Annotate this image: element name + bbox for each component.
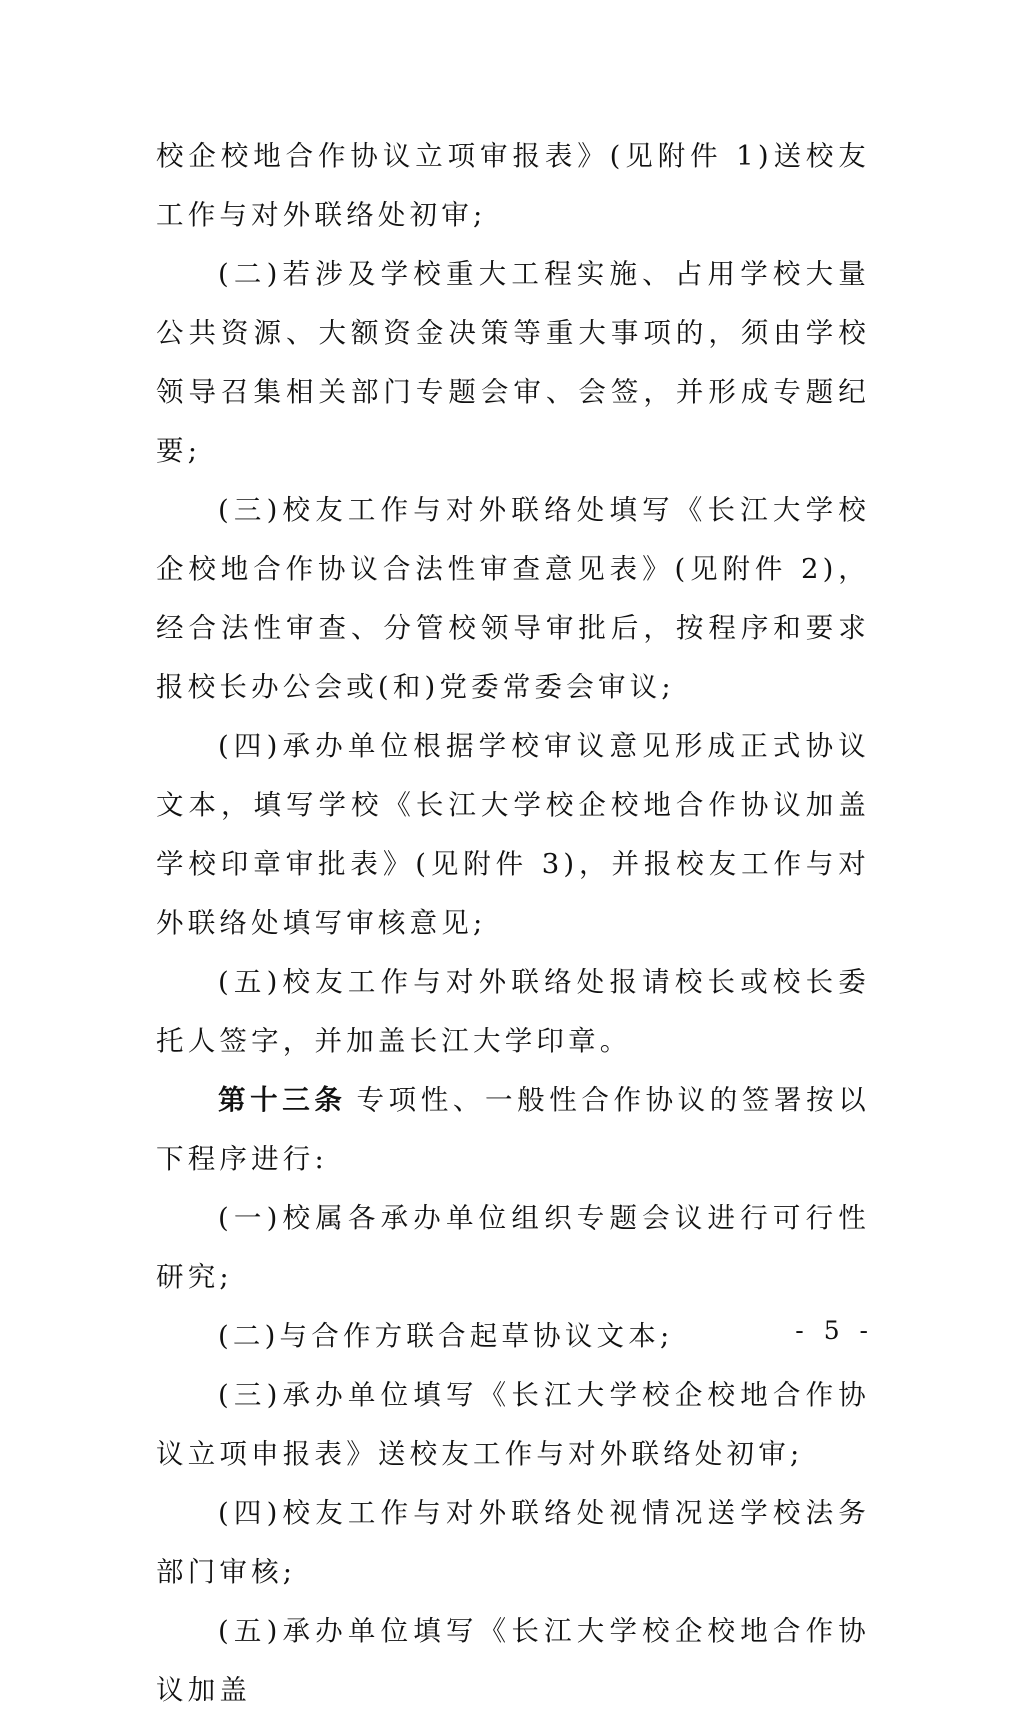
paragraph-text: (二)与合作方联合起草协议文本; <box>218 1320 674 1352</box>
article-13 <box>156 1071 870 1189</box>
paragraph-text: 校企校地合作协议立项审报表》(见附件 1)送校友工作与对外联络处初审; <box>156 140 870 231</box>
paragraph-text: (四)校友工作与对外联络处视情况送学校法务部门审核; <box>156 1497 870 1588</box>
paragraph-text: (一)校属各承办单位组织专题会议进行可行性研究; <box>156 1202 870 1293</box>
paragraph-text: (二)若涉及学校重大工程实施、占用学校大量公共资源、大额资金决策等重大事项的，须由学校领导召集相关部门专题会审、会签，并形成专题纪要; <box>156 258 870 467</box>
page-number: - 5 - <box>795 1316 874 1345</box>
article-13-item-1 <box>156 1189 870 1307</box>
paragraph-item-5 <box>156 953 870 1071</box>
paragraph-continuation <box>156 127 870 245</box>
paragraph-text: (四)承办单位根据学校审议意见形成正式协议文本，填写学校《长江大学校企校地合作协议加盖学校印章审批表》(见附件 3)，并报校友工作与对外联络处填写审核意见; <box>156 730 870 939</box>
paragraph-text: (五)校友工作与对外联络处报请校长或校长委托人签字，并加盖长江大学印章。 <box>156 966 870 1057</box>
article-13-item-4 <box>156 1484 870 1602</box>
paragraph-text: 专项性、一般性合作协议的签署按以下程序进行: <box>156 1084 870 1175</box>
paragraph-item-3 <box>156 481 870 717</box>
paragraph-text: (三)承办单位填写《长江大学校企校地合作协议立项申报表》送校友工作与对外联络处初审; <box>156 1379 870 1470</box>
article-heading: 第十三条 <box>218 1084 347 1116</box>
paragraph-text: (五)承办单位填写《长江大学校企校地合作协议加盖 <box>156 1615 870 1706</box>
document-body <box>156 127 870 1720</box>
paragraph-item-2 <box>156 245 870 481</box>
article-13-item-3 <box>156 1366 870 1484</box>
article-13-item-5 <box>156 1602 870 1720</box>
paragraph-text: (三)校友工作与对外联络处填写《长江大学校企校地合作协议合法性审查意见表》(见附件 2)，经合法性审查、分管校领导审批后，按程序和要求报校长办公会或(和)党委常委会审议; <box>156 494 870 703</box>
paragraph-item-4 <box>156 717 870 953</box>
